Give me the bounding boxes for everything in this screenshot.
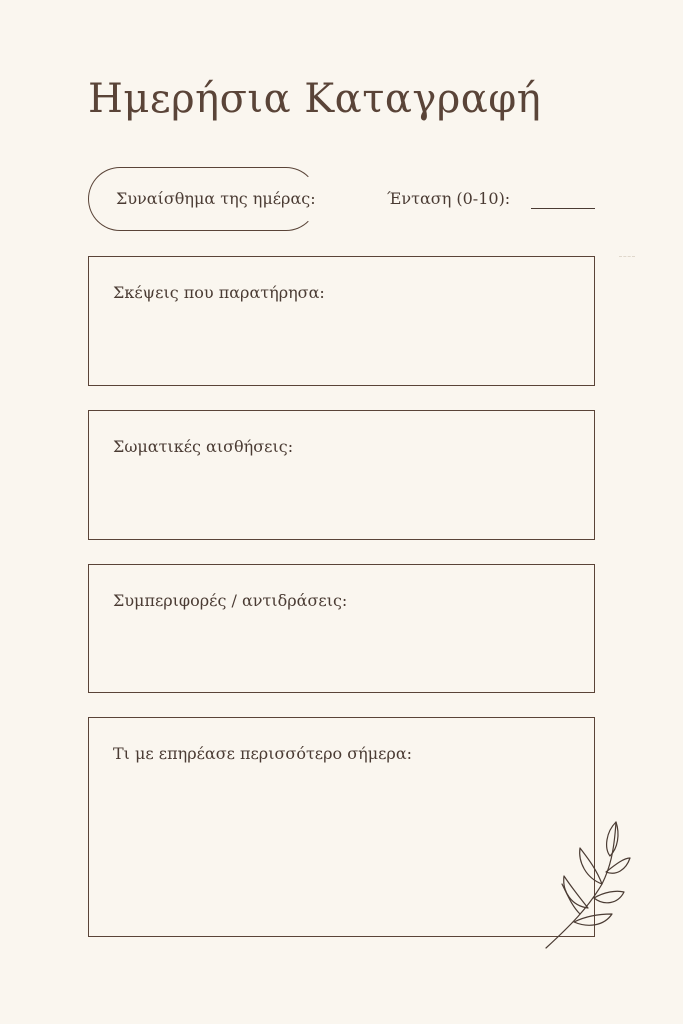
crescent-moon-icon bbox=[568, 44, 628, 124]
behaviors-label: Συμπεριφορές / αντιδράσεις: bbox=[113, 591, 348, 610]
decorative-dash bbox=[619, 256, 635, 257]
thoughts-label: Σκέψεις που παρατήρησα: bbox=[113, 283, 325, 302]
body-sensations-box[interactable] bbox=[88, 410, 595, 540]
thoughts-box[interactable] bbox=[88, 256, 595, 386]
influence-box[interactable] bbox=[88, 717, 595, 937]
behaviors-box[interactable] bbox=[88, 564, 595, 693]
olive-branch-icon bbox=[540, 818, 635, 953]
intensity-label: Ένταση (0-10): bbox=[387, 189, 511, 208]
influence-label: Τι με επηρέασε περισσότερο σήμερα: bbox=[113, 744, 413, 763]
body-sensations-label: Σωματικές αισθήσεις: bbox=[113, 437, 294, 456]
page-title: Ημερήσια Καταγραφή bbox=[88, 76, 542, 122]
intensity-input-line[interactable] bbox=[531, 208, 595, 209]
emotion-label: Συναίσθημα της ημέρας: bbox=[116, 189, 316, 208]
